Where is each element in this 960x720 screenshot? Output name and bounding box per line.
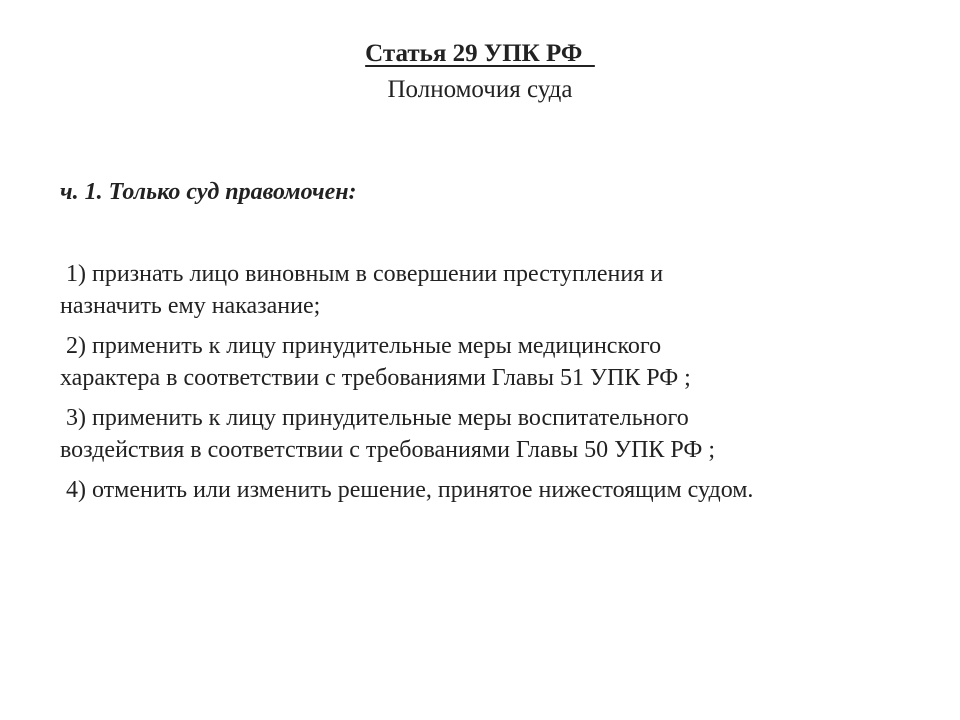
section-lead: ч. 1. Только суд правомочен:	[60, 179, 357, 205]
list-item	[60, 402, 910, 466]
list-item	[60, 474, 910, 506]
list-item-line: назначить ему наказание;	[60, 293, 321, 319]
article-title: Статья 29 УПК РФ	[365, 40, 595, 67]
list-item	[60, 258, 910, 322]
slide-header	[0, 38, 960, 106]
list-item-line: 4) отменить или изменить решение, принятое нижестоящим судом.	[66, 477, 754, 503]
list-item-line: воздействия в соответствии с требованиями Главы 50 УПК РФ ;	[60, 437, 715, 463]
powers-list	[60, 258, 910, 514]
article-subtitle: Полномочия суда	[387, 76, 573, 103]
list-item-line: 2) применить к лицу принудительные меры медицинского	[66, 333, 662, 359]
list-item	[60, 330, 910, 394]
list-item-line: 3) применить к лицу принудительные меры воспитательного	[66, 405, 689, 431]
list-item-line: 1) признать лицо виновным в совершении преступления и	[66, 261, 664, 287]
list-item-line: характера в соответствии с требованиями Главы 51 УПК РФ ;	[60, 365, 691, 391]
